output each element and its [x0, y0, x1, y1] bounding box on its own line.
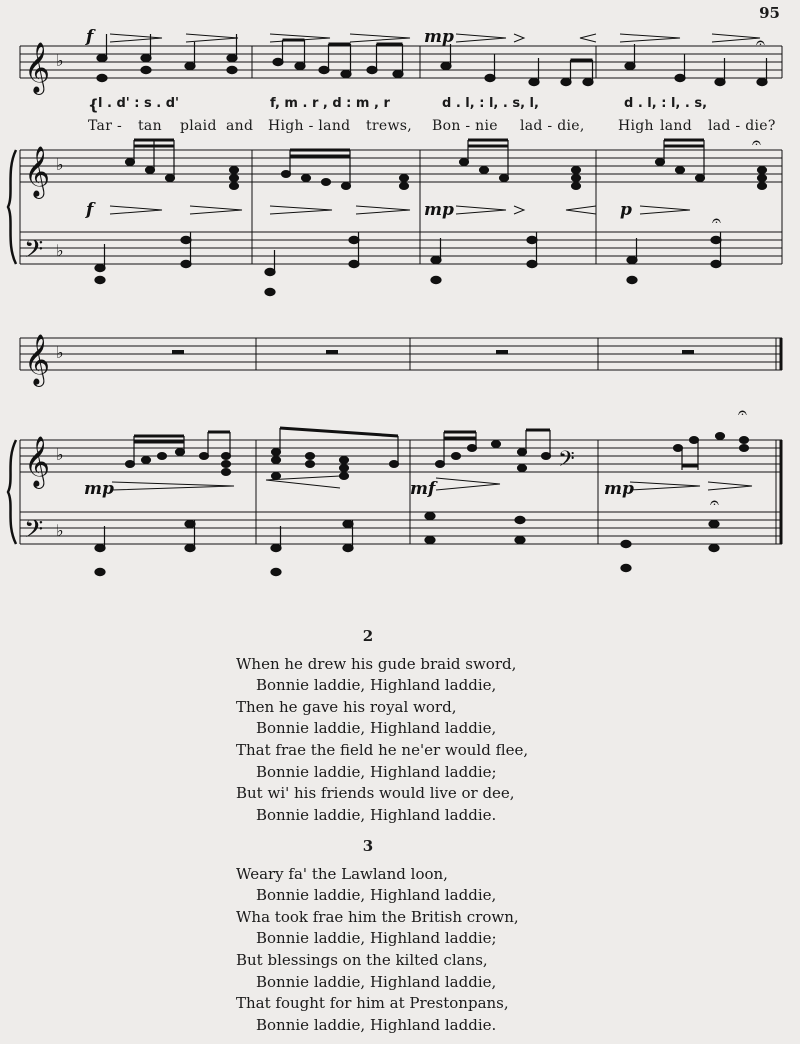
bass-clef-icon: 𝄢	[24, 515, 44, 550]
verse-line: Bonnie laddie, Highland laddie;	[256, 929, 497, 948]
voice-staff-2	[20, 338, 782, 370]
verse-line: Bonnie laddie, Highland laddie,	[256, 719, 497, 738]
verse-line: That frae the field he ne'er would flee,	[236, 740, 529, 759]
treble-clef-icon: 𝄞	[24, 146, 51, 197]
lyric: Bon - nie	[432, 118, 498, 134]
verse-line: Bonnie laddie, Highland laddie,	[256, 972, 497, 991]
piano-bass-staff-2	[20, 512, 782, 544]
verse-number: 2	[362, 627, 374, 645]
solfa-measure-4: d . l, : l, . s,	[624, 96, 708, 111]
lyric: plaid	[180, 118, 217, 134]
treble-clef-icon: 𝄞	[24, 334, 51, 385]
solfa-measure-3: d . l, : l, . s, l,	[442, 96, 539, 111]
dynamic-mp: mp	[424, 200, 454, 220]
dynamic-mf: mf	[410, 479, 436, 499]
dynamic-mp: mp	[84, 479, 114, 499]
dynamic-mp: mp	[604, 479, 634, 499]
brace-2	[8, 440, 16, 544]
bass-clef-icon: 𝄢	[558, 447, 575, 477]
verse-2	[236, 626, 656, 826]
verse-line: That fought for him at Prestonpans,	[236, 994, 509, 1013]
verse-line: Bonnie laddie, Highland laddie,	[256, 886, 497, 905]
lyric: High	[618, 118, 654, 134]
bass-clef-icon: 𝄢	[24, 235, 44, 270]
fermata-icon: 𝄐	[752, 133, 761, 152]
lyric: tan	[138, 118, 162, 134]
verse-3	[236, 836, 656, 1036]
lyric: lad - die?	[708, 118, 776, 134]
treble-clef-icon: 𝄞	[24, 436, 51, 487]
flat-icon: ♭	[56, 241, 64, 260]
brace-1	[8, 150, 16, 264]
verse-number: 3	[362, 837, 374, 855]
flat-icon: ♭	[56, 521, 64, 540]
lyric: High - land	[268, 118, 351, 134]
flat-icon: ♭	[56, 51, 64, 70]
lyric: land	[660, 118, 693, 134]
verse-line: Bonnie laddie, Highland laddie.	[256, 805, 497, 824]
verse-line: But blessings on the kilted clans,	[236, 950, 488, 969]
dynamic-f: f	[86, 200, 94, 220]
verse-line: Bonnie laddie, Highland laddie;	[256, 762, 497, 781]
flat-icon: ♭	[56, 445, 64, 464]
lyric: trews,	[366, 118, 413, 134]
piano-bass-staff-1	[20, 232, 782, 264]
lyric: and	[226, 118, 254, 134]
verse-line: But wi' his friends would live or dee,	[236, 784, 515, 803]
page-number: 95	[759, 4, 780, 22]
fermata-icon: 𝄐	[738, 403, 747, 422]
treble-clef-icon: 𝄞	[24, 42, 51, 93]
solfa-measure-1: l . d' : s . d'	[98, 96, 179, 111]
flat-icon: ♭	[56, 155, 64, 174]
solfa-measure-2: f, m . r , d : m , r	[270, 96, 390, 111]
verse-line: When he drew his gude braid sword,	[236, 654, 517, 673]
lyric: Tar -	[88, 118, 122, 134]
dynamic-f: f	[86, 27, 94, 47]
lyric: lad - die,	[520, 118, 585, 134]
verse-line: Wha took frae him the British crown,	[236, 907, 519, 926]
dynamic-mp: mp	[424, 27, 454, 47]
fermata-icon: 𝄐	[710, 493, 719, 512]
verse-line: Bonnie laddie, Highland laddie.	[256, 1015, 497, 1034]
fermata-icon: 𝄐	[712, 211, 721, 230]
verse-line: Bonnie laddie, Highland laddie,	[256, 676, 497, 695]
flat-icon: ♭	[56, 343, 64, 362]
solfa-brace: {	[88, 96, 99, 114]
verse-line: Weary fa' the Lawland loon,	[236, 864, 448, 883]
fermata-icon: 𝄐	[756, 33, 765, 52]
dynamic-p: p	[620, 200, 632, 220]
verse-line: Then he gave his royal word,	[236, 697, 457, 716]
